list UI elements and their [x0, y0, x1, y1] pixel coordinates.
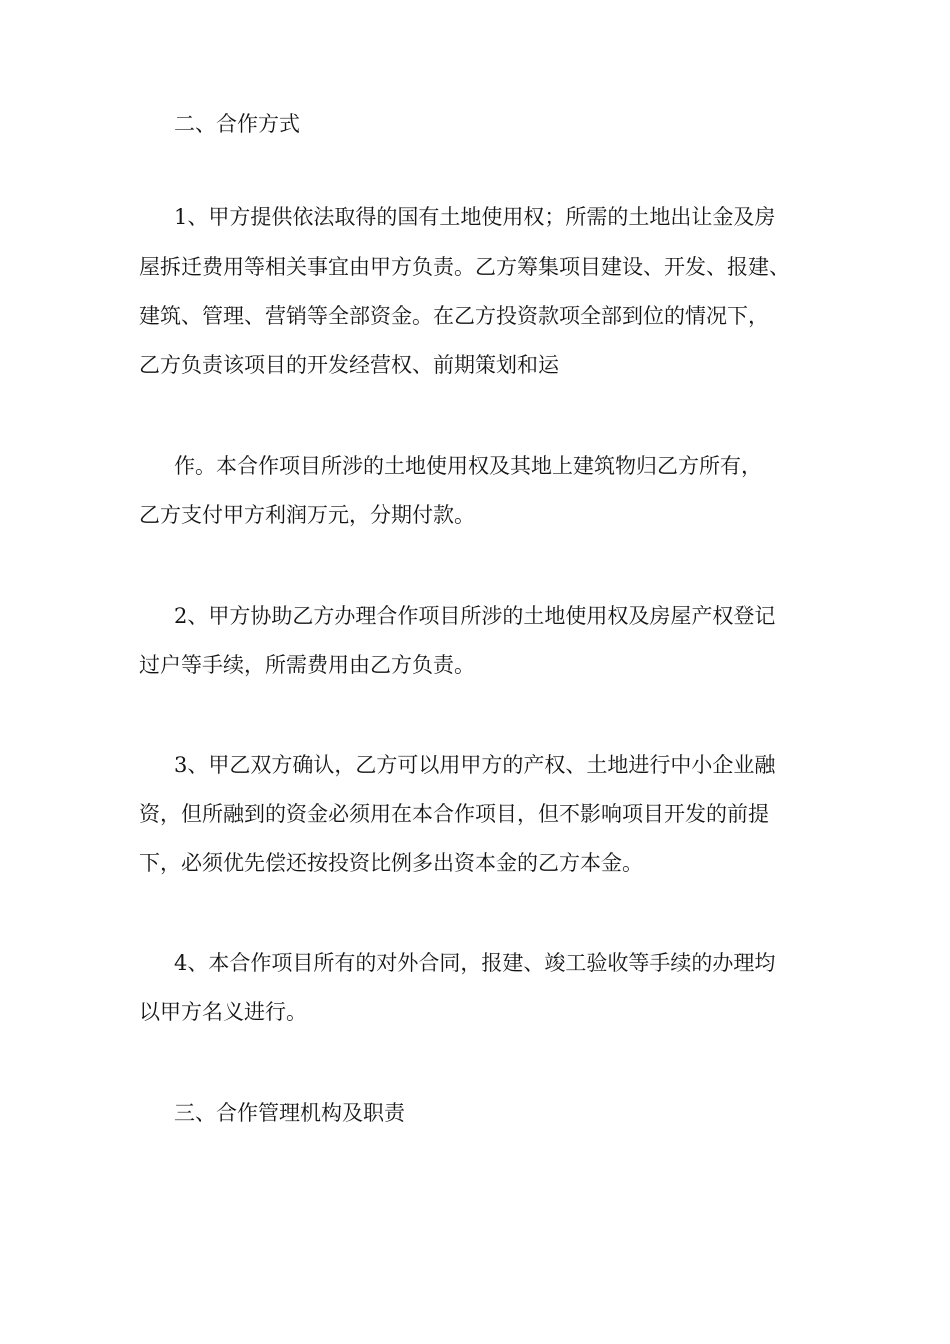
clause-1-line: 屋拆迁费用等相关事宜由甲方负责。乙方筹集项目建设、开发、报建、 [139, 255, 790, 279]
clause-2-line: 2、甲方协助乙方办理合作项目所涉的土地使用权及房屋产权登记 [174, 604, 776, 628]
clause-4-line: 4、本合作项目所有的对外合同，报建、竣工验收等手续的办理均 [174, 951, 776, 975]
section-heading-management-structure: 三、合作管理机构及职责 [174, 1101, 405, 1125]
clause-3-line: 3、甲乙双方确认，乙方可以用甲方的产权、土地进行中小企业融 [174, 753, 776, 777]
clause-1-line: 乙方负责该项目的开发经营权、前期策划和运 [139, 353, 559, 377]
clause-1-line: 1、甲方提供依法取得的国有土地使用权；所需的土地出让金及房 [174, 205, 776, 229]
section-heading-cooperation-method: 二、合作方式 [174, 112, 300, 136]
clause-3-line: 资，但所融到的资金必须用在本合作项目，但不影响项目开发的前提 [139, 802, 769, 826]
clause-3-line: 下，必须优先偿还按投资比例多出资本金的乙方本金。 [139, 851, 643, 875]
clause-2-line: 过户等手续，所需费用由乙方负责。 [139, 653, 475, 677]
clause-1-continuation-line: 作。本合作项目所涉的土地使用权及其地上建筑物归乙方所有， [174, 454, 762, 478]
clause-1-continuation-line: 乙方支付甲方利润万元，分期付款。 [139, 503, 475, 527]
clause-1-line: 建筑、管理、营销等全部资金。在乙方投资款项全部到位的情况下， [139, 304, 769, 328]
clause-4-line: 以甲方名义进行。 [139, 1000, 307, 1024]
